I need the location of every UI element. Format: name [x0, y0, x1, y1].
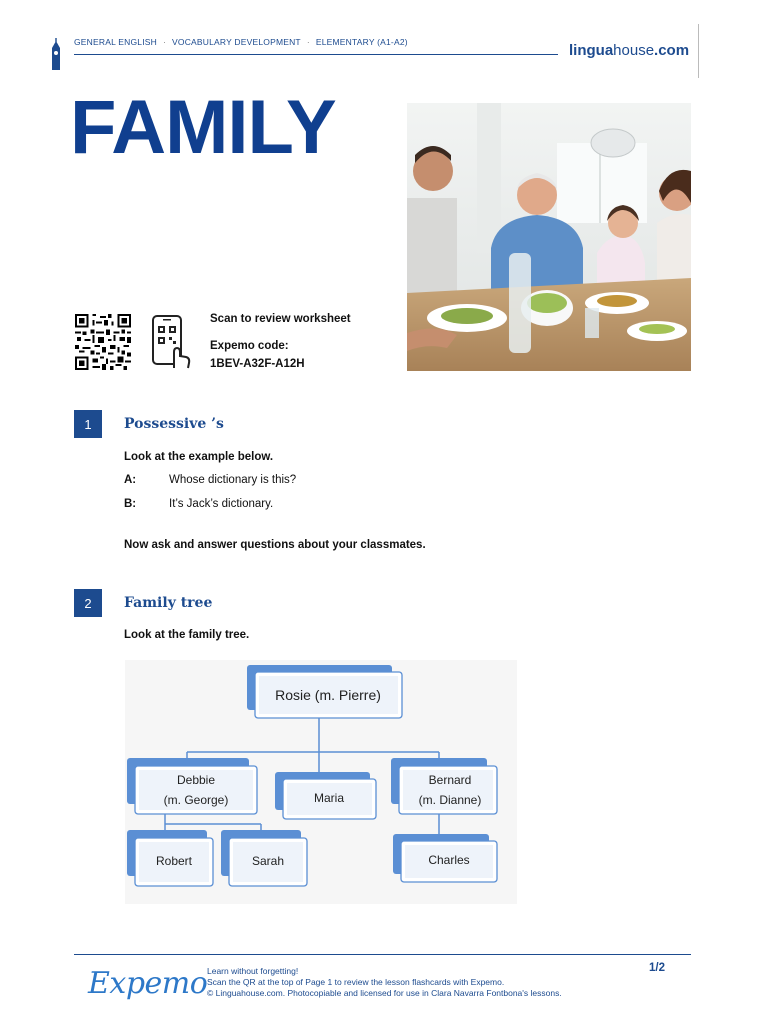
tree-label-maria: Maria	[313, 791, 345, 805]
tree-label-charles: Charles	[428, 853, 470, 867]
tree-node-sarah	[221, 830, 307, 886]
family-dinner-photo	[407, 103, 691, 371]
section-2-title: Family tree	[124, 595, 213, 611]
section-1-instruction: Look at the example below.	[124, 451, 274, 463]
header-divider	[74, 54, 558, 55]
tree-node-debbie	[127, 758, 257, 814]
brand-suffix: .com	[654, 42, 690, 59]
brand-divider	[698, 24, 699, 78]
section-1-title: Possessive ’s	[124, 416, 224, 432]
tree-label-debbie-name: Debbie	[176, 773, 216, 787]
brand-bold: lingua	[569, 42, 614, 59]
breadcrumb-level: ELEMENTARY (A1-A2)	[315, 37, 408, 47]
tree-node-maria	[275, 772, 376, 819]
tree-node-rosie	[247, 665, 402, 718]
footer-text	[207, 966, 562, 999]
qr-code[interactable]	[74, 314, 132, 370]
footer-copyright: © Linguahouse.com. Photocopiable and licensed for use in Clara Navarra Fontbona's lessons.	[207, 988, 562, 998]
tree-node-robert	[127, 830, 213, 886]
expemo-code-value: 1BEV-A32F-A12H	[210, 358, 305, 370]
dialogue-speaker-a: A:	[124, 474, 137, 486]
tree-label-bernard-name: Bernard	[428, 773, 472, 787]
page-number: 1/2	[649, 962, 665, 974]
expemo-logo[interactable]: Expemo	[88, 966, 208, 1001]
big-ben-icon	[50, 38, 62, 70]
brand-logo[interactable]	[569, 42, 689, 59]
section-2-number: 2	[74, 589, 102, 617]
brand-light: house	[613, 42, 655, 59]
scan-instruction: Scan to review worksheet	[210, 313, 351, 325]
footer-slogan: Learn without forgetting!	[207, 966, 299, 976]
tree-label-debbie-spouse: (m. George)	[163, 793, 229, 807]
breadcrumb-course: GENERAL ENGLISH	[74, 37, 157, 47]
breadcrumb: GENERAL ENGLISH · VOCABULARY DEVELOPMENT · ELEMENTARY (A1-A2)	[74, 37, 408, 47]
tree-node-charles	[393, 834, 497, 882]
dialogue-speaker-b: B:	[124, 498, 137, 510]
section-1-task: Now ask and answer questions about your classmates.	[124, 539, 426, 551]
expemo-code-label: Expemo code:	[210, 340, 289, 352]
section-2-instruction: Look at the family tree.	[124, 629, 250, 641]
page-title: FAMILY	[70, 85, 336, 170]
tree-label-sarah: Sarah	[251, 854, 285, 868]
dialogue-line-b: It’s Jack’s dictionary.	[169, 498, 274, 510]
section-1-number: 1	[74, 410, 102, 438]
tree-label-bernard-spouse: (m. Dianne)	[418, 793, 482, 807]
footer-instruction: Scan the QR at the top of Page 1 to review the lesson flashcards with Expemo.	[207, 977, 505, 987]
family-tree-diagram	[125, 660, 517, 904]
dialogue-line-a: Whose dictionary is this?	[169, 474, 297, 486]
tree-label-rosie: Rosie (m. Pierre)	[275, 687, 381, 703]
tree-node-bernard	[391, 758, 497, 814]
phone-scan-icon	[150, 314, 192, 370]
breadcrumb-module: VOCABULARY DEVELOPMENT	[172, 37, 301, 47]
tree-label-robert: Robert	[155, 854, 193, 868]
footer-divider	[74, 954, 691, 955]
